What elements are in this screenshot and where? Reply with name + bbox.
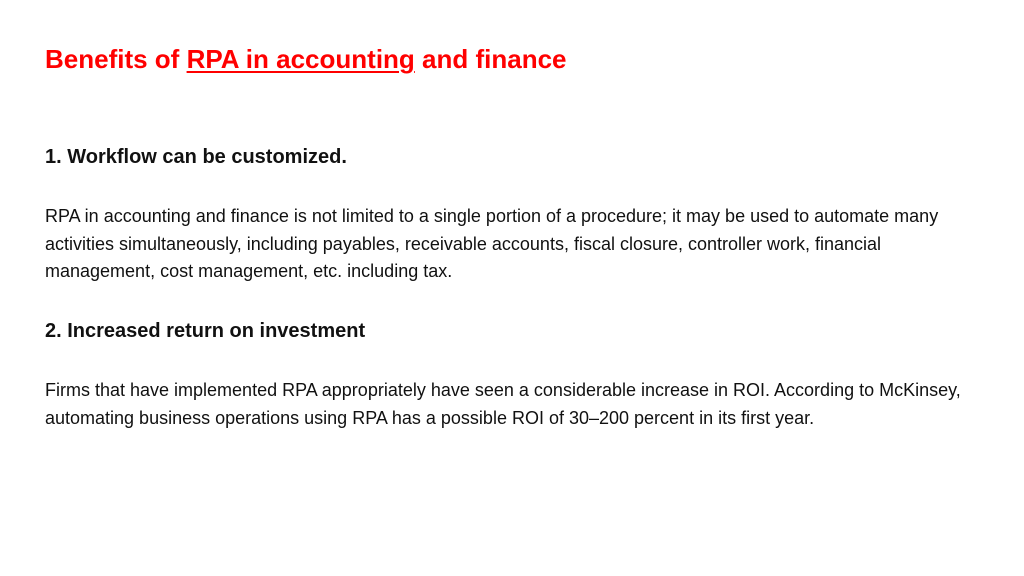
section-2-heading-block [45,317,985,345]
section-1-body-block [45,203,985,286]
section-2-body: Firms that have implemented RPA appropriately have seen a considerable increase in ROI. According to McKinsey, automating business operations using RPA has a possible ROI of 30–200 percent in its first year. [45,380,961,428]
title-link[interactable]: RPA in accounting [186,44,415,74]
section-1-body: RPA in accounting and finance is not limited to a single portion of a procedure; it may be used to automate many activities simultaneously, including payables, receivable accounts, fiscal closure, controller work, financial management, cost management, etc. including tax. [45,206,939,281]
title-suffix: and finance [414,44,567,74]
section-2-body-block [45,377,985,432]
section-1-heading-block [45,143,985,171]
page-title [45,44,567,75]
title-prefix: Benefits of [45,44,187,74]
section-1-heading: 1. Workflow can be customized. [45,146,347,168]
section-2-heading: 2. Increased return on investment [45,320,366,342]
